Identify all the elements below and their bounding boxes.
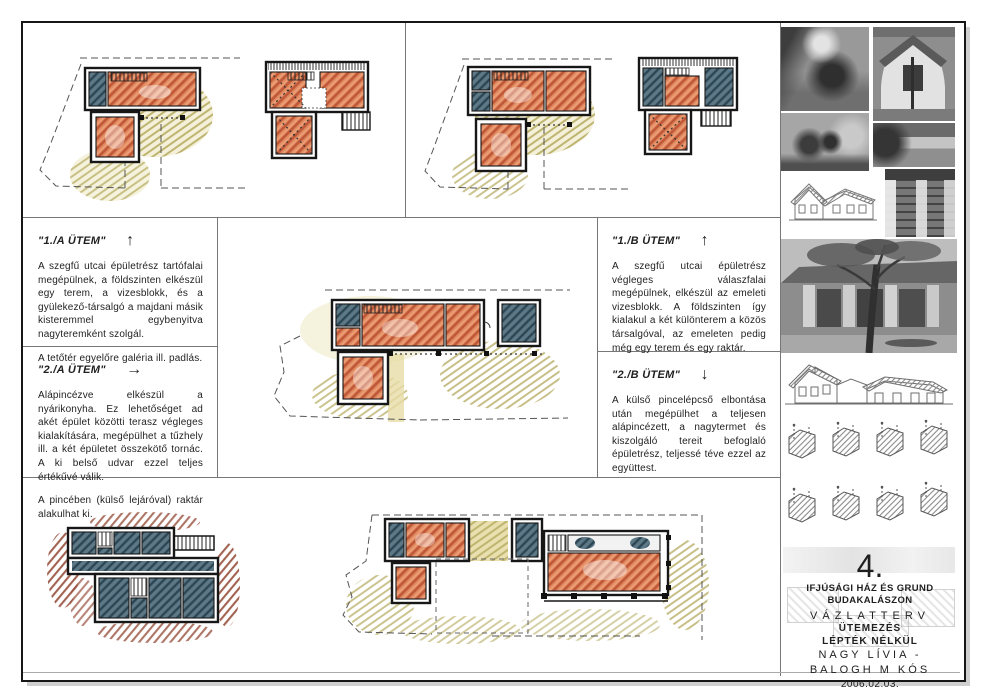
author-line2: BALOGH M KÓS — [809, 664, 931, 676]
panel-phase-1b — [597, 217, 780, 354]
phase-description: A külső pincelépcső elbontása után megépülhet a teljesen alápincézett, a nagytermet és kiszolgáló tereit befoglaló épületrész, teljessé téve ezzel az együttest. — [612, 395, 766, 474]
arrow-up-icon: ↑ — [126, 232, 135, 249]
project-title-line2: BUDAKALÁSZON — [827, 595, 913, 606]
phase-description: A tetőtér egyelőre galéria ill. padlás. — [38, 352, 203, 364]
photo-tree-and-house — [873, 123, 955, 167]
photo-courtyard-people — [781, 113, 869, 171]
author-line1: NAGY LÍVIA - — [818, 649, 922, 661]
sheet-date: 2006.02.03. — [840, 679, 900, 690]
phase-description: A pincében (külső lejáróval) raktár alakulhat ki. — [38, 495, 203, 520]
panel-phase-2b-header — [612, 365, 766, 384]
phase-label: "1./A ÜTEM" — [38, 235, 106, 247]
phase-label: "1./B ÜTEM" — [612, 235, 681, 247]
title-block — [781, 547, 959, 690]
panel-phase-2a — [23, 346, 217, 520]
arrow-up-icon: ↑ — [700, 232, 709, 249]
plan-phase-1b-ground-floor — [420, 45, 635, 215]
arrow-down-icon: ↓ — [700, 366, 709, 383]
drawing-board — [21, 21, 966, 690]
panel-phase-2a-header — [38, 360, 203, 379]
project-title-line1: IFJÚSÁGI HÁZ ÉS GRUND — [806, 583, 934, 594]
sheet-title: ÜTEMEZÉS — [838, 623, 902, 634]
plan-phase-2b-site — [340, 505, 710, 650]
photo-roof-work — [781, 27, 869, 111]
plan-phase-1a-ground-floor — [35, 40, 260, 215]
panel-phase-2b — [597, 351, 780, 477]
panel-phase-1b-header — [612, 231, 766, 250]
arrow-right-icon: → — [126, 361, 143, 378]
plan-phase-1a-upper-floor — [258, 52, 378, 167]
scale-note: LÉPTÉK NÉLKÜL — [822, 635, 918, 647]
document-type: VÁZLATTERV — [810, 610, 930, 622]
phase-description: A szegfű utcai épületrész végleges válaszfalai megépülnek, elkészül az emeleti vizesblokk. A földszinten így kialakul a két különterem a közös társalgóval, az emeleten pedig még egy terem és egy raktár. — [612, 261, 766, 354]
plan-phase-1b-upper-floor — [633, 50, 743, 160]
photo-porch-ladder — [885, 169, 955, 237]
plan-phase-2a-site — [270, 280, 580, 430]
phase-label: "2./A ÜTEM" — [38, 364, 106, 376]
photo-street-facade — [873, 27, 955, 121]
sketch-village-houses — [781, 355, 957, 413]
divider-vertical-quadrant — [405, 23, 406, 217]
reference-photo-column — [781, 25, 961, 690]
panel-phase-1a — [23, 217, 217, 364]
phase-description: Alápincézve elkészül a nyárikonyha. Ez lehetőséget ad akét épület közötti terasz végleges kialakítására, megépülhet a tűzhely ill. a két épületet összekötő tornác. A ki belső udvar ezzel teljes értékűvé válik. — [38, 390, 203, 483]
divider-vertical-left-text — [217, 217, 218, 477]
sketch-old-house — [787, 175, 879, 229]
phase-description: A szegfű utcai épületrész tartófalai megépülnek, a földszinten elkészül egy terem, a vizesblokk, és a gyülekező-társalgó a majdani másik kisteremmel egybenyitva nagyteremként szolgál. — [38, 261, 203, 340]
sheet-number: 4. — [856, 548, 884, 584]
panel-phase-1a-header — [38, 231, 203, 250]
photo-house-with-tree — [781, 239, 957, 353]
plan-phase-2b-basement — [45, 510, 250, 660]
sketch-construction-details — [781, 415, 957, 545]
phase-label: "2./B ÜTEM" — [612, 369, 681, 381]
